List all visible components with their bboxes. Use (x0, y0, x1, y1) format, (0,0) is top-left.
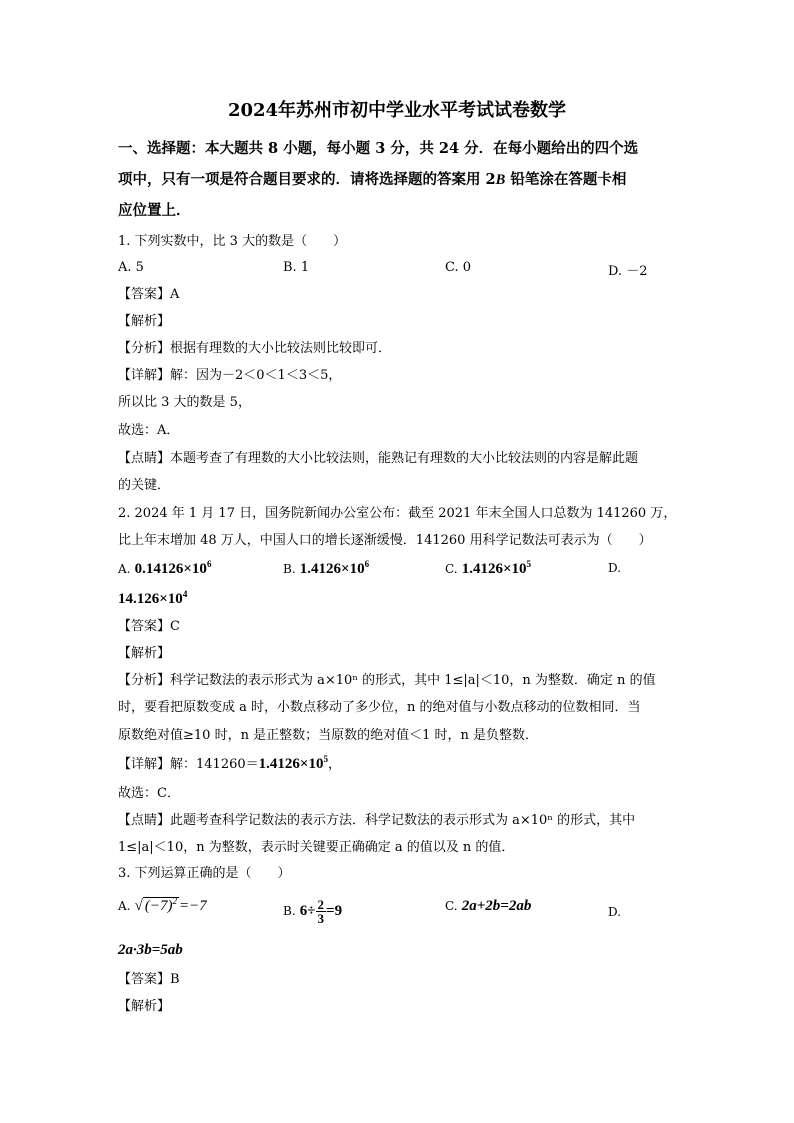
expr-exponent: 6 (206, 559, 212, 569)
q2-option-b-expr (300, 561, 369, 577)
q2-option-b (283, 561, 369, 578)
expr-base: 1.4126×10 (299, 561, 365, 577)
sqrt-sign: √ (134, 898, 143, 914)
radicand-exponent: 2 (172, 896, 177, 906)
xiangjie-suffix: ， (327, 757, 341, 772)
q2-xiangjie (118, 756, 341, 773)
instruction-italic-b: B (495, 172, 506, 188)
expr-base: 1.4126×10 (461, 561, 527, 577)
instruction-text: 项中，只有一项是符合题目要求的．请将选择题的答案用 2 (118, 171, 496, 188)
q2-answer: 【答案】C (118, 619, 180, 634)
q2-stem-1: 2. 2024 年 1 月 17 日，国务院新闻办公室公布：截至 2021 年末全国人口总数为 141260 万， (118, 506, 677, 521)
q1-option-c: C. 0 (445, 260, 472, 275)
option-label: B. (283, 903, 296, 918)
q1-stem: 1. 下列实数中，比 3 大的数是（ ） (118, 234, 347, 249)
q1-choose: 故选：A． (118, 423, 180, 438)
q2-option-c (445, 561, 531, 578)
q3-option-b-expr (299, 897, 343, 926)
q1-analysis-label: 【解析】 (118, 314, 171, 329)
q3-analysis-label: 【解析】 (118, 999, 171, 1014)
q3-option-d (118, 942, 183, 959)
page-title: 2024年苏州市初中学业水平考试试卷数学 (227, 100, 567, 121)
q2-option-a-expr (135, 561, 212, 577)
option-label: C. (445, 899, 458, 913)
q1-dianjing-1: 【点睛】本题考查了有理数的大小比较法则，能熟记有理数的大小比较法则的内容是解此题 (118, 451, 639, 466)
expr-exponent: 6 (364, 559, 370, 569)
section-instruction-line-2 (118, 172, 626, 188)
expr-exponent: 4 (182, 589, 188, 599)
expr-exponent: 5 (323, 754, 328, 764)
q3-option-a-expr (135, 897, 207, 914)
expr-exponent: 5 (526, 559, 532, 569)
expr-prefix: 6÷ (299, 902, 316, 919)
q1-dianjing-2: 的关键． (118, 478, 171, 493)
q2-fenxi-3: 原数绝对值≥10 时，n 是正整数；当原数的绝对值＜1 时，n 是负整数． (118, 728, 538, 743)
q3-stem: 3. 下列运算正确的是（ ） (118, 866, 291, 881)
fraction-denominator: 3 (317, 911, 325, 926)
q1-xiangjie: 【详解】解：因为－2＜0＜1＜3＜5， (118, 368, 342, 383)
q3-option-a (118, 898, 207, 915)
q1-option-d: D. －2 (608, 264, 648, 279)
option-label: D. (608, 905, 622, 919)
instruction-text-tail: 铅笔涂在答题卡相 (505, 171, 627, 188)
q3-option-b (283, 898, 342, 925)
q3-option-d-label (608, 905, 621, 920)
fraction-numerator: 2 (317, 897, 325, 912)
q1-xiangjie-2: 所以比 3 大的数是 5， (118, 395, 251, 410)
q2-fenxi-2: 时，要看把原数变成 a 时，小数点移动了多少位，n 的绝对值与小数点移动的位数相同．当 (118, 700, 641, 715)
expr-base: 1.4126×10 (258, 756, 324, 772)
sqrt-radicand (143, 897, 179, 914)
section-instruction-line-3: 应位置上． (118, 202, 191, 219)
q3-answer: 【答案】B (118, 972, 180, 987)
q1-fenxi: 【分析】根据有理数的大小比较法则比较即可． (118, 341, 392, 356)
q2-option-a (118, 561, 211, 578)
q3-option-d-expr: 2a·3b=5ab (118, 942, 183, 958)
q2-choose: 故选：C． (118, 786, 180, 801)
radicand-base: (−7) (144, 898, 173, 914)
option-label: D. (608, 561, 622, 575)
q3-option-c-expr: 2a+2b=2ab (461, 898, 532, 914)
q3-option-c (445, 898, 531, 915)
q2-dianjing-1: 【点睛】此题考查科学记数法的表示方法．科学记数法的表示形式为 a×10ⁿ 的形式，其中 (118, 813, 636, 828)
xiangjie-expr (259, 756, 328, 772)
q2-option-c-expr (462, 561, 531, 577)
q2-stem-2: 比上年末增加 48 万人，中国人口的增长逐渐缓慢．141260 用科学记数法可表示为（ ） (118, 533, 652, 548)
q1-option-b: B. 1 (283, 260, 310, 275)
q2-analysis-label: 【解析】 (118, 646, 171, 661)
q1-answer: 【答案】A (118, 287, 180, 302)
option-label: C. (445, 562, 458, 576)
q2-option-d-expr (118, 591, 187, 607)
section-instruction-line-1: 一、选择题：本大题共 8 小题，每小题 3 分，共 24 分．在每小题给出的四个选 (118, 140, 639, 157)
q2-option-d (118, 591, 187, 608)
xiangjie-prefix: 【详解】解：141260＝ (118, 757, 259, 772)
q2-dianjing-2: 1≤|a|＜10，n 为整数，表示时关键要正确确定 a 的值以及 n 的值． (118, 840, 515, 855)
q2-option-d-label (608, 561, 621, 576)
option-label: A. (118, 899, 131, 913)
option-label: B. (283, 562, 296, 576)
expr-suffix: =9 (326, 902, 343, 919)
expr-rhs: =−7 (178, 898, 207, 914)
fraction (316, 898, 327, 925)
q1-option-a: A. 5 (118, 260, 144, 275)
q2-fenxi-1: 【分析】科学记数法的表示形式为 a×10ⁿ 的形式，其中 1≤|a|＜10，n 为整数．确定 n 的值 (118, 673, 656, 688)
expr-base: 14.126×10 (118, 591, 183, 607)
option-label: A. (118, 562, 131, 576)
expr-base: 0.14126×10 (134, 561, 207, 577)
